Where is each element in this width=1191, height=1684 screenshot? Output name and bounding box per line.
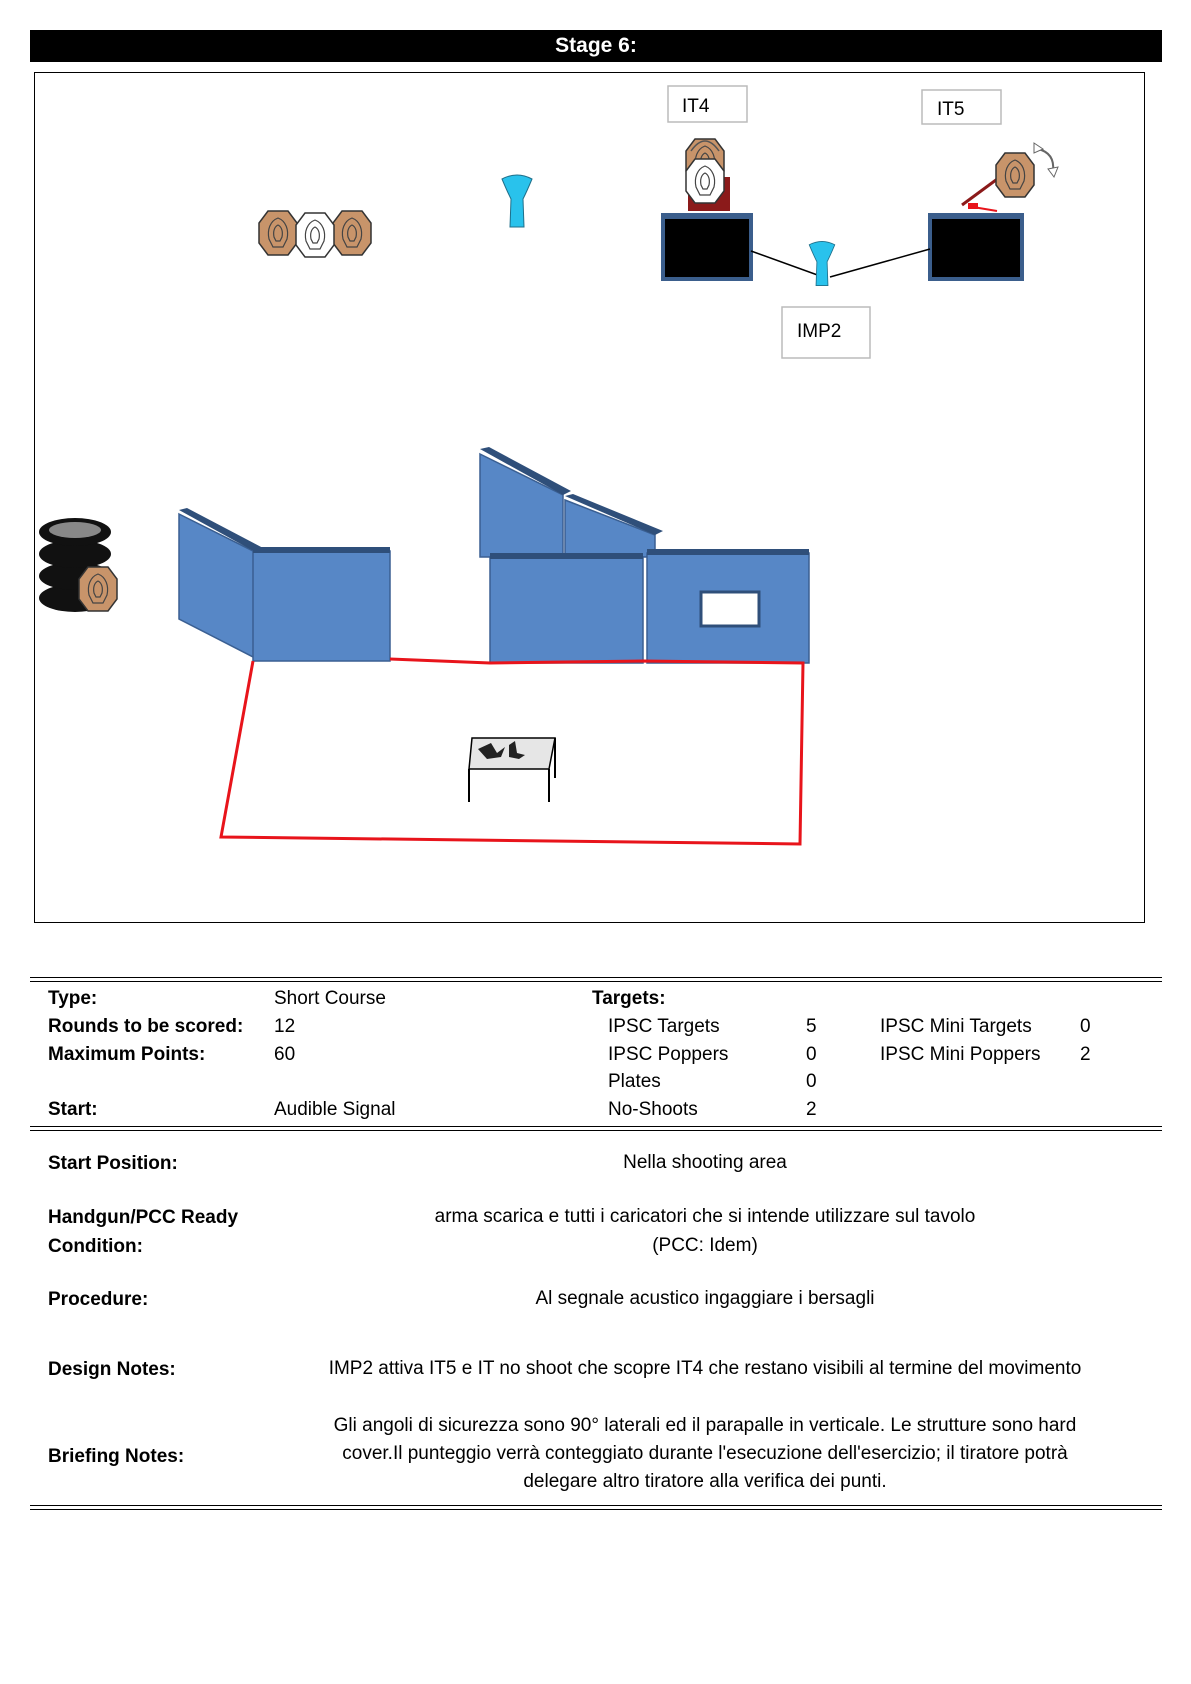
max-points-value: 60 bbox=[274, 1044, 296, 1065]
design-notes-value: IMP2 attiva IT5 e IT no shoot che scopre IT4 che restano visibili al termine del movimento bbox=[328, 1358, 1082, 1379]
label-it4-text: IT4 bbox=[682, 96, 710, 117]
targets-label: Targets: bbox=[592, 988, 666, 1009]
start-value: Audible Signal bbox=[274, 1099, 396, 1120]
popper-center bbox=[502, 175, 532, 227]
start-position-label: Start Position: bbox=[48, 1153, 178, 1174]
briefing-notes-label: Briefing Notes: bbox=[48, 1446, 185, 1467]
label-it5-text: IT5 bbox=[937, 99, 965, 120]
info-bottom-rule bbox=[30, 1126, 1162, 1131]
it5-swinger bbox=[962, 143, 1058, 211]
ready-condition-value-2: (PCC: Idem) bbox=[652, 1235, 758, 1256]
target-row-value: 0 bbox=[806, 1044, 817, 1065]
block-left bbox=[663, 213, 751, 279]
mini-target-row-label: IPSC Mini Targets bbox=[880, 1016, 1032, 1037]
target-row-label: IPSC Targets bbox=[608, 1016, 720, 1037]
ready-condition-label-2: Condition: bbox=[48, 1236, 143, 1257]
rounds-value: 12 bbox=[274, 1016, 296, 1037]
popper-imp2 bbox=[809, 241, 835, 285]
cable-right bbox=[830, 249, 930, 277]
target-row-label: No-Shoots bbox=[608, 1099, 698, 1120]
stage-title: Stage 6: bbox=[30, 30, 1162, 62]
procedure-value: Al segnale acustico ingaggiare i bersagli bbox=[535, 1288, 875, 1309]
it4-target-stack bbox=[686, 139, 730, 211]
mini-target-row-value: 0 bbox=[1080, 1016, 1091, 1037]
ready-condition-value-1: arma scarica e tutti i caricatori che si intende utilizzare sul tavolo bbox=[434, 1206, 976, 1227]
target-row-value: 0 bbox=[806, 1071, 817, 1092]
stage-diagram bbox=[34, 72, 1145, 923]
start-table bbox=[469, 738, 555, 802]
cable-left bbox=[751, 251, 823, 277]
tire-stack bbox=[39, 518, 117, 612]
block-right bbox=[930, 213, 1022, 279]
target-row-value: 2 bbox=[806, 1099, 817, 1120]
target-row-label: IPSC Poppers bbox=[608, 1044, 729, 1065]
target-row-label: Plates bbox=[608, 1071, 661, 1092]
start-position-value: Nella shooting area bbox=[623, 1152, 787, 1173]
briefing-notes-line-2: cover.Il punteggio verrà conteggiato durante l'esecuzione dell'esercizio; il tiratore potrà bbox=[342, 1443, 1068, 1464]
type-value: Short Course bbox=[274, 988, 386, 1009]
wall-right bbox=[480, 447, 809, 663]
mini-target-row-value: 2 bbox=[1080, 1044, 1091, 1065]
label-it4 bbox=[668, 86, 747, 122]
ready-condition-label-1: Handgun/PCC Ready bbox=[48, 1207, 239, 1228]
wall-left bbox=[179, 508, 390, 661]
type-label: Type: bbox=[48, 988, 98, 1009]
details-bottom-rule bbox=[30, 1505, 1162, 1510]
briefing-notes-line-3: delegare altro tiratore alla verifica dei punti. bbox=[523, 1471, 887, 1492]
procedure-label: Procedure: bbox=[48, 1289, 149, 1310]
rounds-label: Rounds to be scored: bbox=[48, 1016, 244, 1037]
start-label: Start: bbox=[48, 1099, 98, 1120]
label-it5 bbox=[922, 90, 1001, 124]
max-points-label: Maximum Points: bbox=[48, 1044, 206, 1065]
design-notes-label: Design Notes: bbox=[48, 1359, 176, 1380]
info-top-rule bbox=[30, 977, 1162, 982]
target-group-left bbox=[259, 211, 371, 257]
target-row-value: 5 bbox=[806, 1016, 817, 1037]
mini-target-row-label: IPSC Mini Poppers bbox=[880, 1044, 1041, 1065]
label-imp2-text: IMP2 bbox=[797, 321, 842, 342]
label-imp2 bbox=[782, 307, 870, 358]
briefing-notes-line-1: Gli angoli di sicurezza sono 90° laterali ed il parapalle in verticale. Le strutture sono hard bbox=[333, 1415, 1077, 1436]
